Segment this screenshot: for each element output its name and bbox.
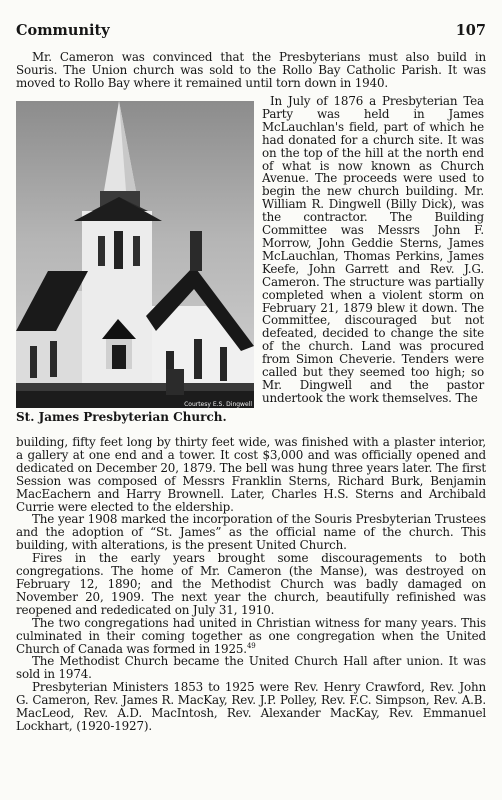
church-photo-figure bbox=[16, 101, 254, 411]
paragraph-tea-party: In July of 1876 a Presbyterian Tea Party was held in James McLauchlan's field, part of which he had donated for a church site. It was on the top of the hill at the north end of what is now known as Church Avenue. The proceeds were used to begin the new church building. Mr. William R. Dingwell (Billy Dick), was the contractor. The Building Committee was Messrs John F. Morrow, John Geddie Sterns, James McLauchlan, Thomas Perkins, James Keefe, John Garrett and Rev. J.G. Cameron. The structure was partially completed when a violent storm on February 21, 1879 blew it down. The Committee, discouraged but not defeated, decided to change the site of the church. Land was procured from Simon Cheverie. Tenders were called but they seemed too high; so Mr. Dingwell and the pastor undertook the work themselves. The bbox=[262, 94, 484, 405]
photo-credit: Courtesy E.S. Dingwell bbox=[184, 401, 252, 408]
paragraph-union bbox=[16, 617, 486, 656]
union-text: The two congregations had united in Christian witness for many years. This culminated in their coming together as one congregation when the United Church of Canada was formed in 1925. bbox=[16, 615, 486, 656]
section-title: Community bbox=[16, 22, 110, 39]
paragraph-intro: Mr. Cameron was convinced that the Presbyterians must also build in Souris. The Union church was sold to the Rollo Bay Catholic Parish. It was moved to Rollo Bay where it remained until torn down in 1940. bbox=[16, 50, 486, 90]
paragraph-methodist-hall: The Methodist Church became the United Church Hall after union. It was sold in 1974. bbox=[16, 654, 486, 682]
figure-caption: St. James Presbyterian Church. bbox=[16, 410, 227, 424]
paragraph-building: building, fifty feet long by thirty feet wide, was finished with a plaster interior, a gallery at one end and a tower. It cost $3,000 and was officially opened and dedicated on December 20, 1879. The bell was hung three years later. The first Session was composed of Messrs Franklin Sterns, Richard Burk, Benjamin MacEachern and Harry Brownell. Later, Charles H.S. Sterns and Archibald Currie were elected to the eldership. bbox=[16, 435, 486, 514]
body-continued bbox=[16, 436, 486, 733]
footnote-marker: 49 bbox=[246, 641, 256, 650]
running-header bbox=[16, 22, 486, 42]
paragraph-incorporation: The year 1908 marked the incorporation of the Souris Presbyterian Trustees and the adoption of “St. James” as the official name of the church. This building, with alterations, is the present United Church. bbox=[16, 512, 486, 553]
paragraph-ministers: Presbyterian Ministers 1853 to 1925 were Rev. Henry Crawford, Rev. John G. Cameron, Rev. James R. MacKay, Rev. J.P. Polley, Rev. F.C. Simpson, Rev. A.B. MacLeod, Rev. A.D. MacIntosh, Rev. Alexander MacKay, Rev. Emmanuel Lockhart, (1920-1927). bbox=[16, 680, 486, 733]
paragraph-fires: Fires in the early years brought some discouragements to both congregations. The home of Mr. Cameron (the Manse), was destroyed on February 12, 1890; and the Methodist Church was badly damaged on November 20, 1909. The next year the church, beautifully refinished was reopened and rededicated on July 31, 1910. bbox=[16, 551, 486, 617]
church-photograph bbox=[16, 101, 254, 408]
page-number: 107 bbox=[455, 22, 486, 39]
